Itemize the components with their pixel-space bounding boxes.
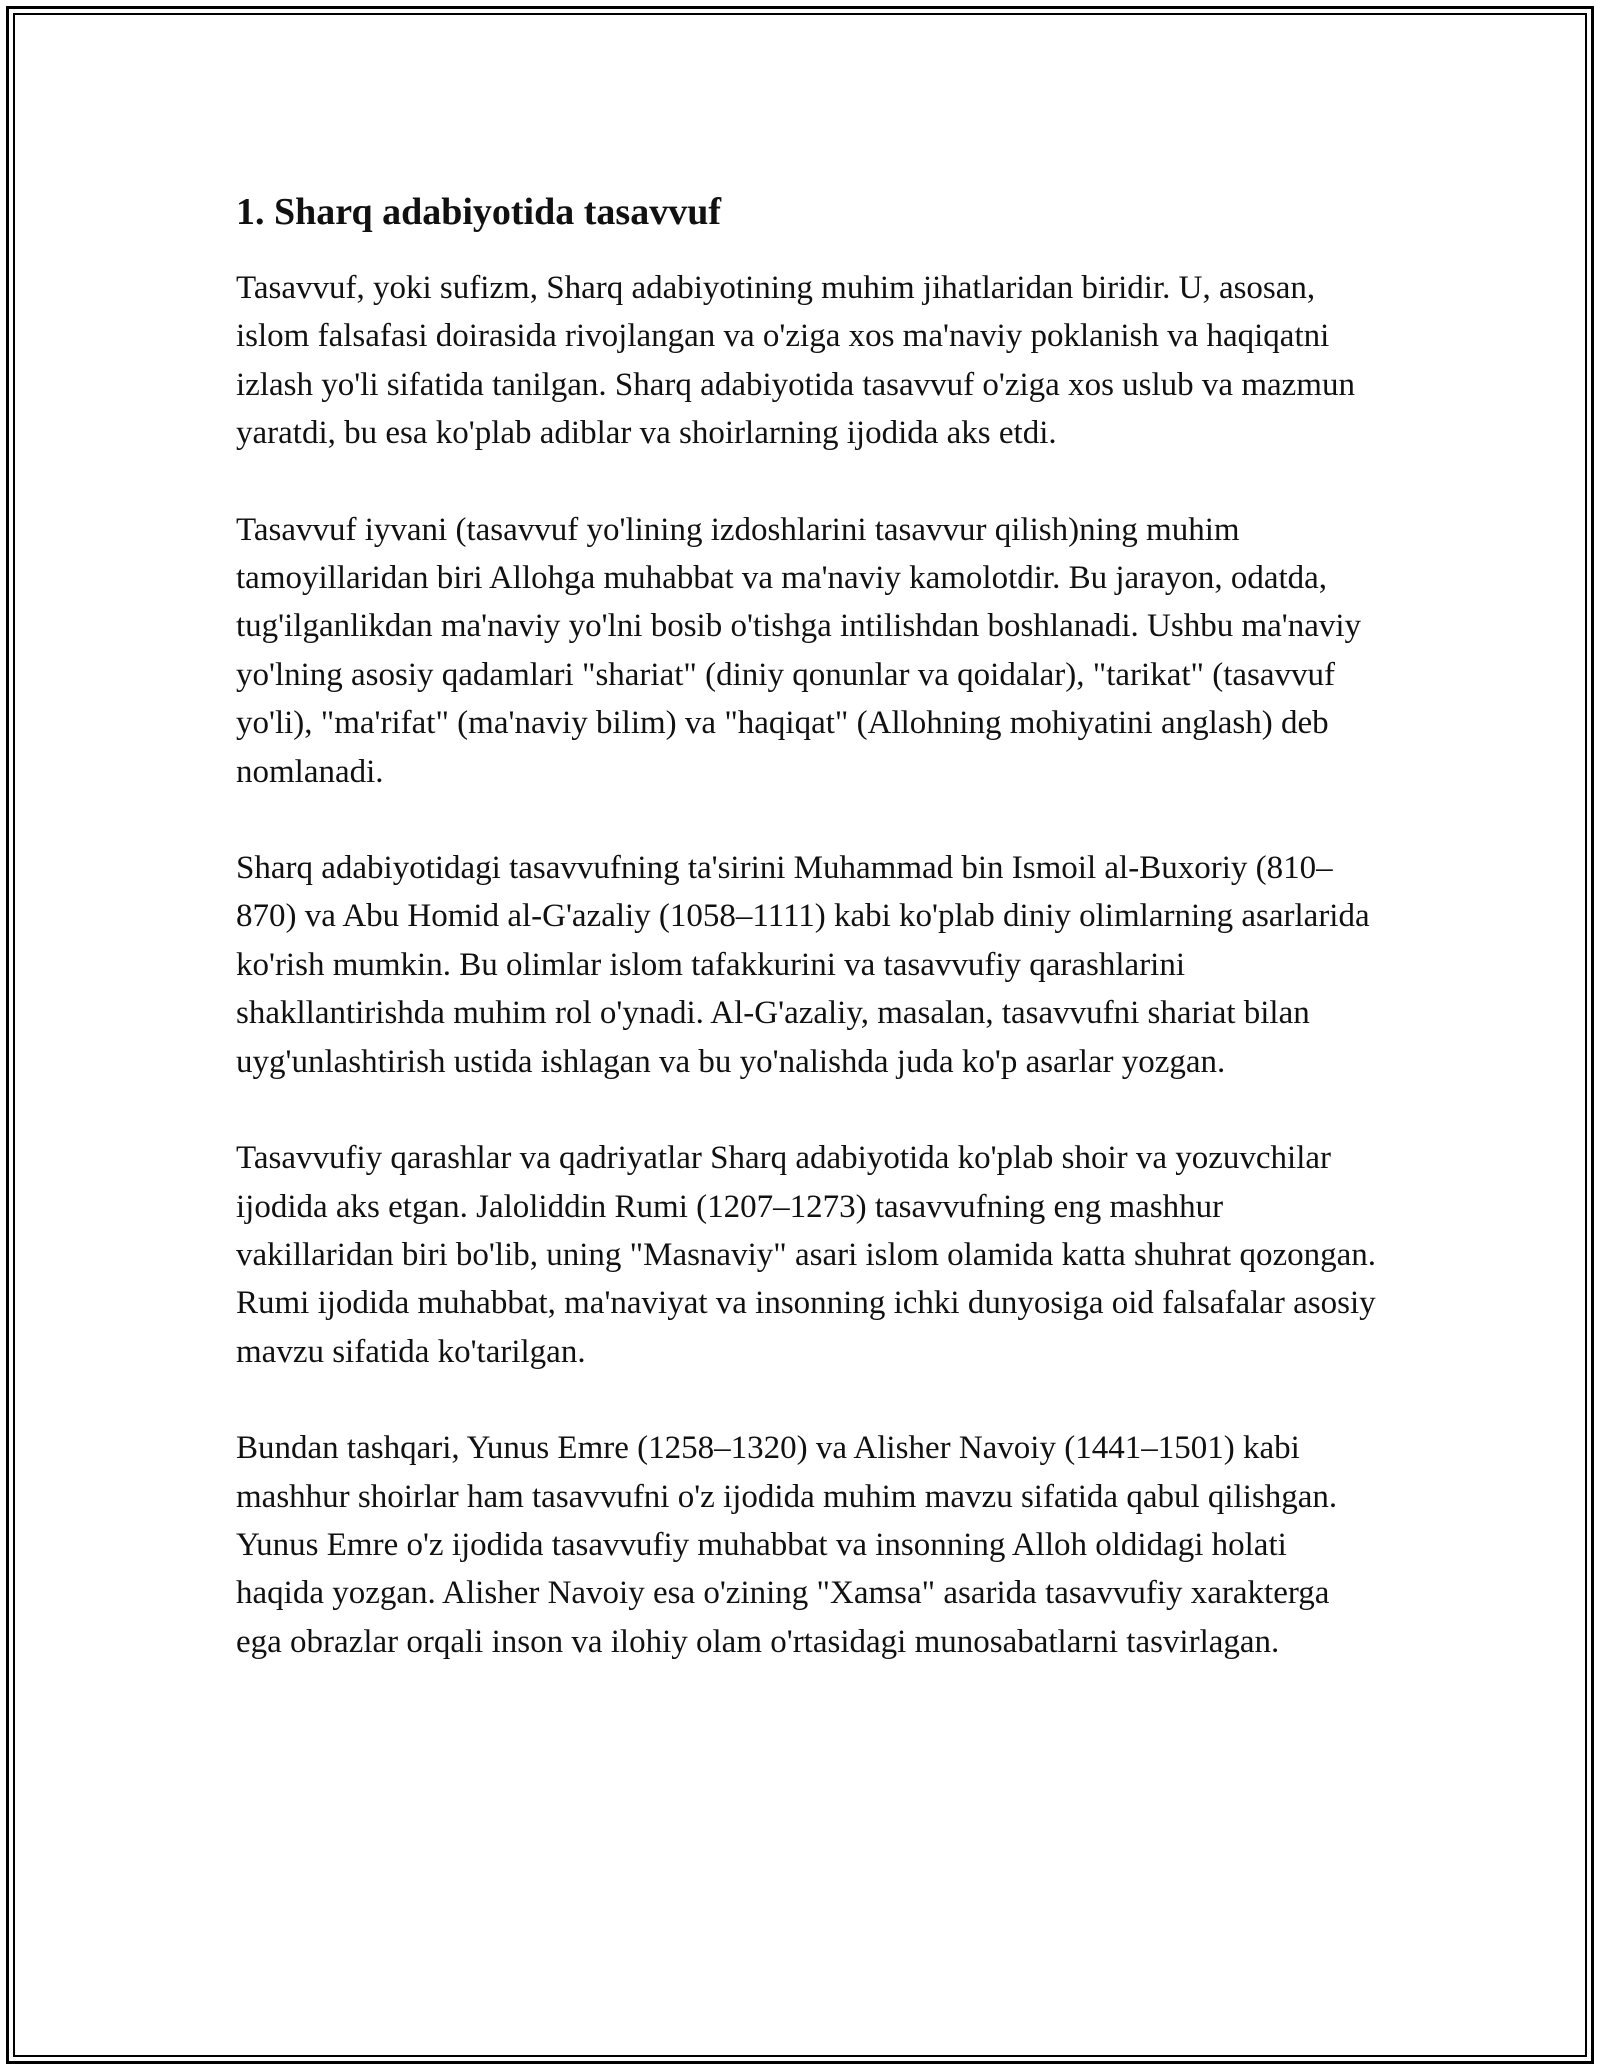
document-body [236, 188, 1376, 1714]
paragraph-4: Tasavvufiy qarashlar va qadriyatlar Sharq adabiyotida ko'plab shoir va yozuvchilar ijodida aks etgan. Jaloliddin Rumi (1207–1273) tasavvufning eng mashhur vakillaridan biri bo'lib, uning "Masnaviy" asari islom olamida katta shuhrat qozongan. Rumi ijodida muhabbat, ma'naviyat va insonning ichki dunyosiga oid falsafalar asosiy mavzu sifatida ko'tarilgan. [236, 1140, 1376, 1370]
paragraph-3: Sharq adabiyotidagi tasavvufning ta'sirini Muhammad bin Ismoil al-Buxoriy (810–870) va Abu Homid al-G'azaliy (1058–1111) kabi ko'plab diniy olimlarning asarlarida ko'rish mumkin. Bu olimlar islom tafakkurini va tasavvufiy qarashlarini shakllantirishda muhim rol o'ynadi. Al-G'azaliy, masalan, tasavvufni shariat bilan uyg'unlashtirish ustida ishlagan va bu yo'nalishda juda ko'p asarlar yozgan. [236, 850, 1370, 1080]
paragraph-2: Tasavvuf iyvani (tasavvuf yo'lining izdoshlarini tasavvur qilish)ning muhim tamoyillaridan biri Allohga muhabbat va ma'naviy kamolotdir. Bu jarayon, odatda, tug'ilganlikdan ma'naviy yo'lni bosib o'tishga intilishdan boshlanadi. Ushbu ma'naviy yo'lning asosiy qadamlari "shariat" (diniy qonunlar va qoidalar), "tarikat" (tasavvuf yo'li), "ma'rifat" (ma'naviy bilim) va "haqiqat" (Allohning mohiyatini anglash) deb nomlanadi. [236, 511, 1362, 790]
paragraph-1: Tasavvuf, yoki sufizm, Sharq adabiyotining muhim jihatlaridan biridir. U, asosan, islom falsafasi doirasida rivojlangan va o'ziga xos ma'naviy poklanish va haqiqatni izlash yo'li sifatida tanilgan. Sharq adabiyotida tasavvuf o'ziga xos uslub va mazmun yaratdi, bu esa ko'plab adiblar va shoirlarning ijodida aks etdi. [236, 270, 1355, 452]
section-title: 1. Sharq adabiyotida tasavvuf [236, 191, 721, 233]
paragraph-5: Bundan tashqari, Yunus Emre (1258–1320) va Alisher Navoiy (1441–1501) kabi mashhur shoirlar ham tasavvufni o'z ijodida muhim mavzu sifatida qabul qilishgan. Yunus Emre o'z ijodida tasavvufiy muhabbat va insonning Alloh oldidagi holati haqida yozgan. Alisher Navoiy esa o'zining "Xamsa" asarida tasavvufiy xarakterga ega obrazlar orqali inson va ilohiy olam o'rtasidagi munosabatlarni tasvirlagan. [236, 1430, 1338, 1660]
